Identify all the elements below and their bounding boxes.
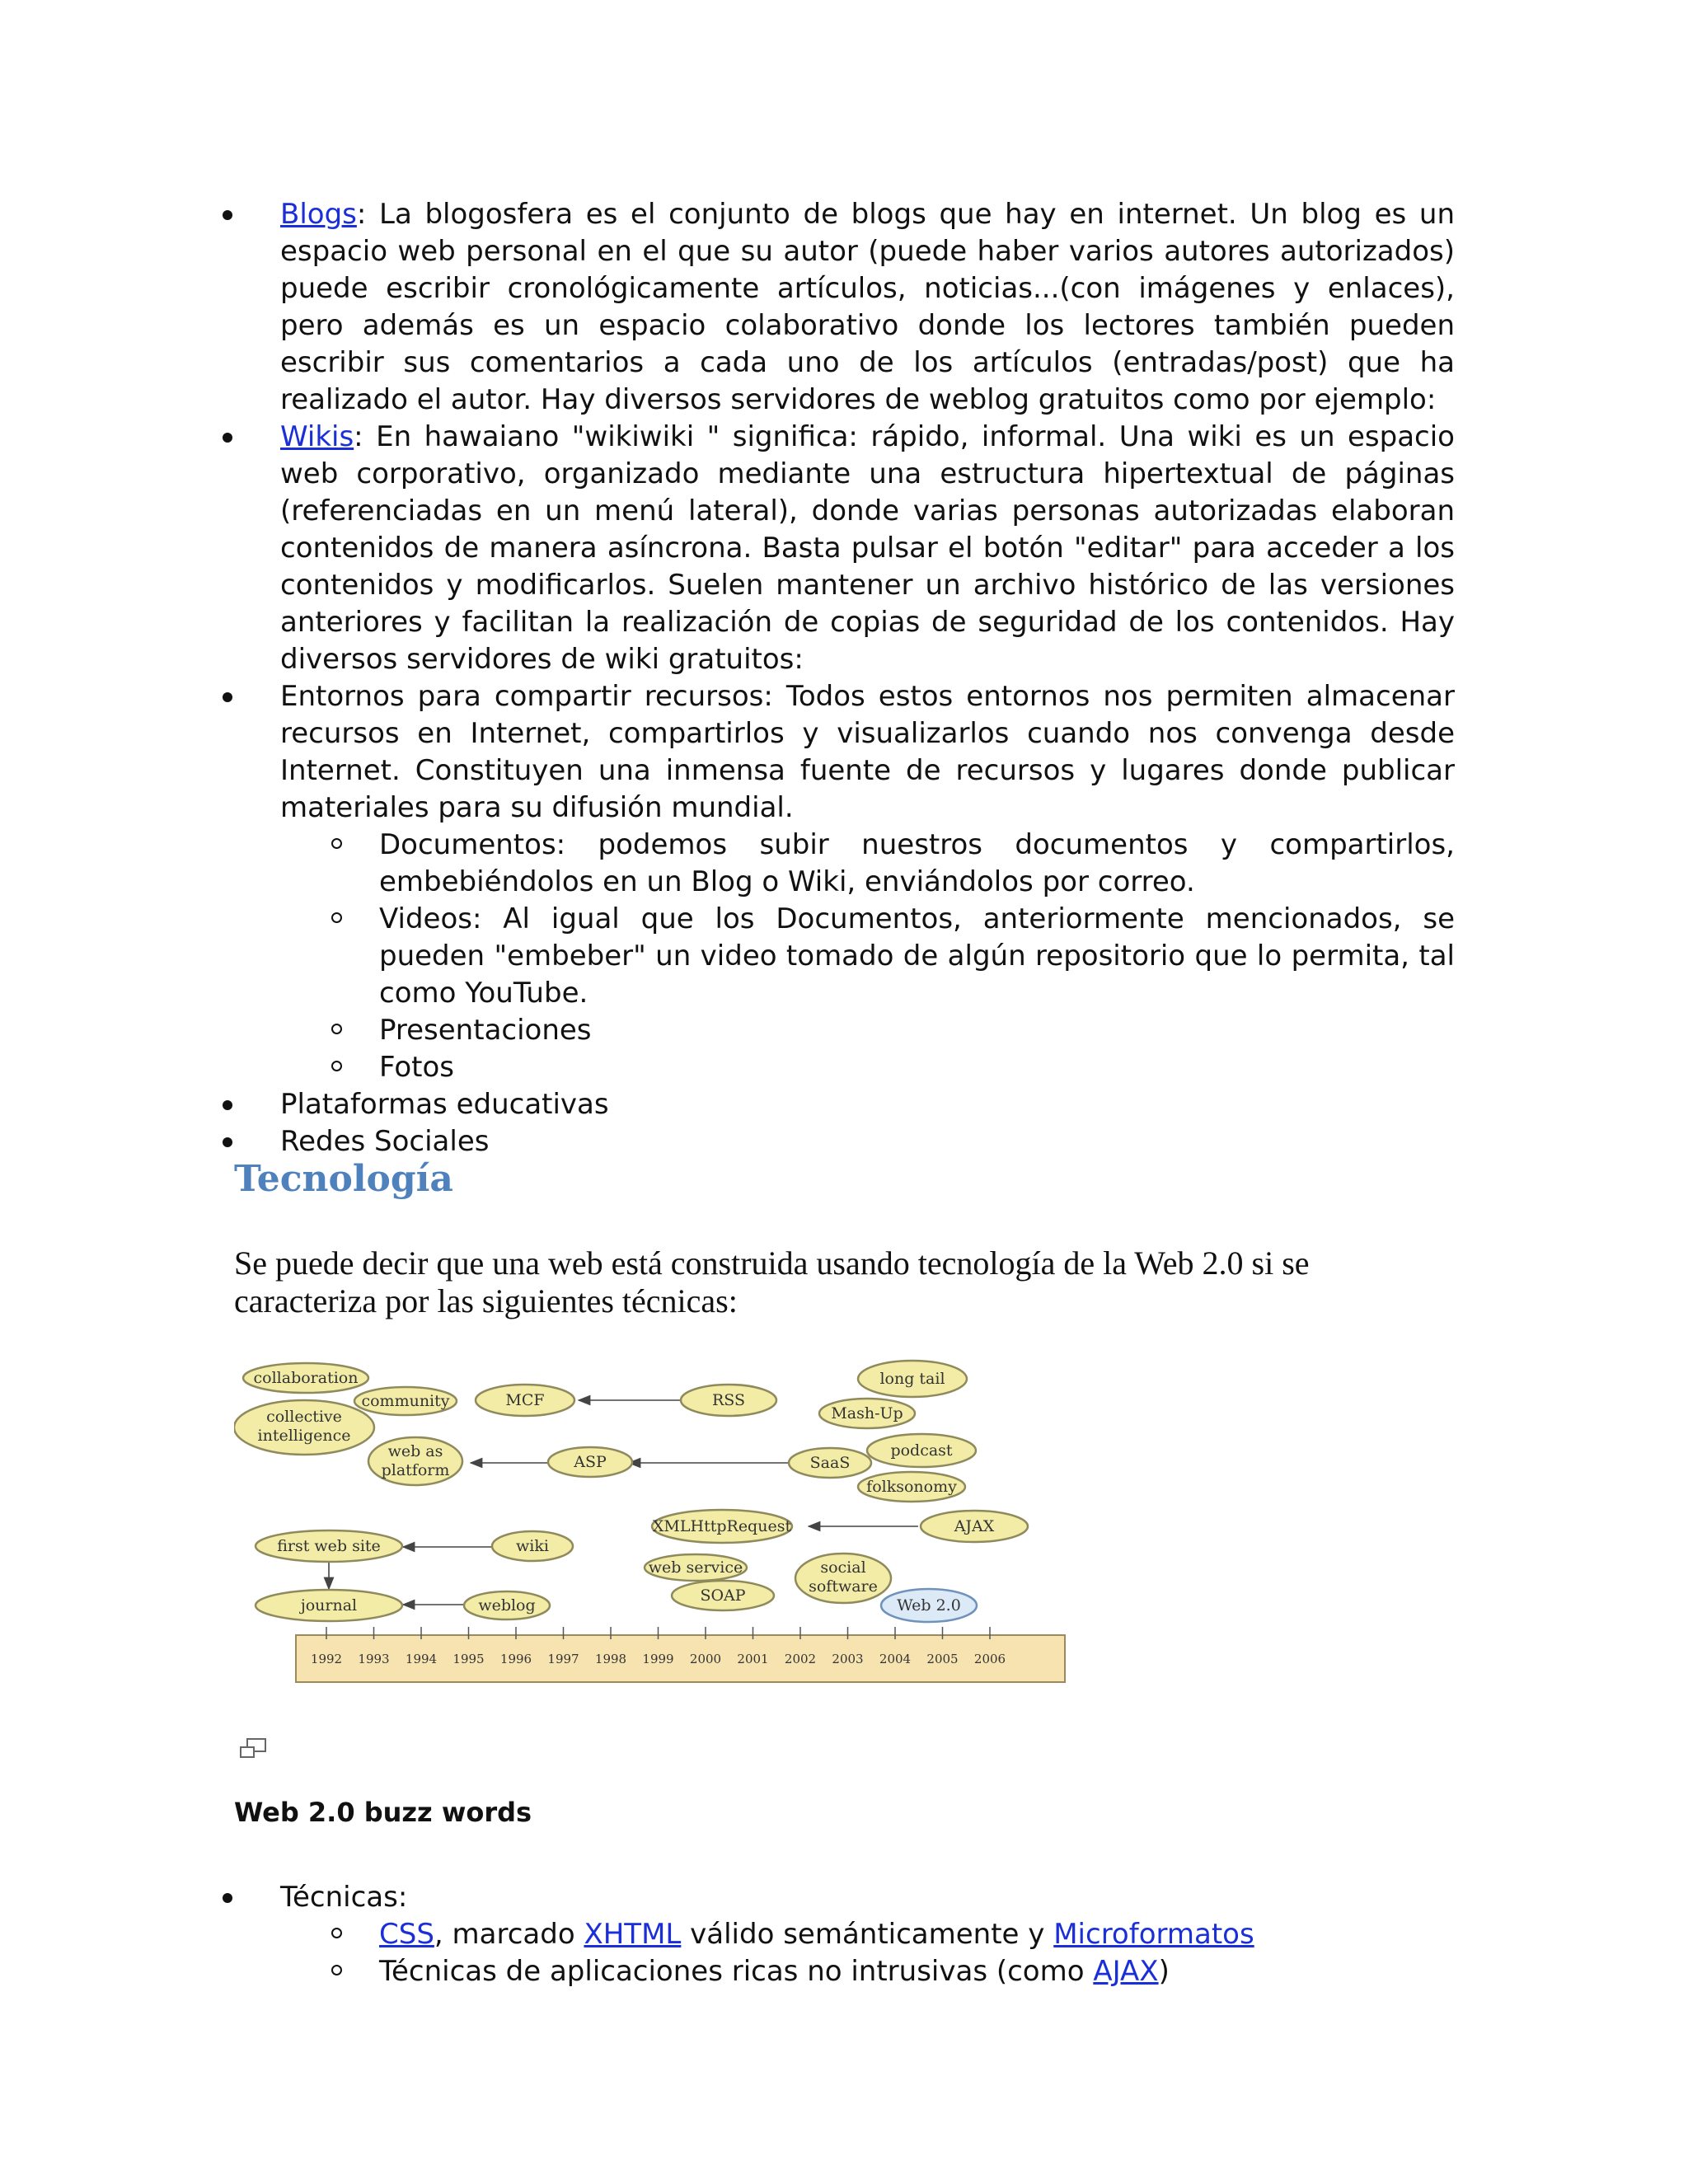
label-web-as: web as [387,1442,443,1460]
timeline-year-label: 1999 [642,1652,674,1666]
resources-bullet-list [280,196,1455,1160]
timeline-year-label: 1996 [499,1652,532,1666]
list-item-tecnicas [280,1879,1455,1990]
timeline-year-label: 2004 [879,1652,912,1666]
timeline-year-label: 2006 [973,1652,1006,1666]
circle-bullet-icon [331,1965,342,1975]
sub-item-fotos [379,1049,1455,1086]
figure-caption: Web 2.0 buzz words [234,1797,532,1828]
entornos-description: Entornos para compartir recursos: Todos estos entornos nos permiten almacenar recursos en Internet, compartirlos y visualizarlos cuando nos convenga desde Internet. Constituyen una inmensa fuente de recursos y lugares donde publicar materiales para su difusión mundial. [280,680,1455,824]
sub-item-css [379,1916,1455,1953]
label-long-tail: long tail [879,1370,945,1388]
timeline-year-label: 1992 [310,1652,343,1666]
bullet-icon [223,1100,232,1110]
label-xmlhttprequest: XMLHttpRequest [652,1517,792,1535]
sub-text: válido semánticamente y [681,1918,1054,1951]
label-saas: SaaS [809,1454,851,1472]
label-rss: RSS [711,1391,746,1409]
circle-bullet-icon [331,838,342,849]
css-link[interactable]: CSS [379,1918,434,1951]
label-intelligence: intelligence [257,1427,351,1445]
embedded-object-icon[interactable] [239,1737,269,1760]
label-ajax: AJAX [954,1517,995,1535]
label-web-service: web service [648,1558,743,1577]
diagram-svg [234,1356,1068,1692]
section-heading: Tecnología [234,1158,453,1200]
sub-text: ) [1158,1955,1170,1988]
list-item-blogs [280,196,1455,419]
label-weblog: weblog [478,1596,536,1615]
sub-item-ajax [379,1953,1455,1990]
sub-text: , marcado [434,1918,584,1951]
wikis-description: : En hawaiano "wikiwiki " significa: rápido, informal. Una wiki es un espacio web corporativo, organizado mediante una estructura hipertextual de páginas (referenciadas en un menú lateral), donde varias personas autorizadas elaboran contenidos de manera asíncrona. Basta pulsar el botón "editar" para acceder a los contenidos y modificarlos. Suelen mantener un archivo histórico de las versiones anteriores y facilitan la realización de copias de seguridad de los contenidos. Hay diversos servidores de wiki gratuitos: [280,420,1455,676]
label-soap: SOAP [700,1586,746,1605]
sub-item-videos [379,901,1455,1012]
sub-item-presentaciones [379,1012,1455,1049]
sub-item-text: Presentaciones [379,1014,592,1047]
timeline-year-label: 2002 [784,1652,817,1666]
label-community: community [361,1392,450,1410]
list-item-wikis [280,419,1455,678]
label-asp: ASP [574,1453,607,1471]
ajax-link[interactable]: AJAX [1093,1955,1159,1988]
sub-item-documentos [379,827,1455,901]
circle-bullet-icon [331,1061,342,1071]
timeline-year-label: 1995 [452,1652,485,1666]
timeline-year-label: 1997 [547,1652,579,1666]
techniques-bullet-list [280,1879,1455,1990]
sub-text: Técnicas de aplicaciones ricas no intrusivas (como [379,1955,1094,1988]
label-podcast: podcast [890,1441,953,1460]
label-journal: journal [300,1596,358,1615]
plataformas-text: Plataformas educativas [280,1088,609,1121]
bullet-icon [223,692,232,702]
timeline-year-label: 1998 [594,1652,627,1666]
bullet-icon [223,210,232,220]
list-item-entornos [280,678,1455,1086]
timeline-year-label: 1994 [405,1652,438,1666]
wikis-link[interactable]: Wikis [280,420,354,453]
timeline-year-label: 2005 [926,1652,959,1666]
label-mashup: Mash-Up [831,1404,903,1422]
label-software: software [809,1577,878,1596]
label-collective: collective [266,1408,342,1426]
bullet-icon [223,433,232,443]
timeline-year-label: 2001 [737,1652,769,1666]
label-first-web-site: first web site [277,1537,381,1555]
list-item-plataformas [280,1086,1455,1123]
blogs-description: : La blogosfera es el conjunto de blogs que hay en internet. Un blog es un espacio web personal en el que su autor (puede haber varios autores autorizados) puede escribir cronológicamente artículos, noticias...(con imágenes y enlaces), pero además es un espacio colaborativo donde los lectores también pueden escribir sus comentarios a cada uno de los artículos (entradas/post) que ha realizado el autor. Hay diversos servidores de weblog gratuitos como por ejemplo: [280,198,1455,416]
bullet-icon [223,1137,232,1147]
section-intro: Se puede decir que una web está construida usando tecnología de la Web 2.0 si se caracteriza por las siguientes técnicas: [234,1244,1310,1319]
circle-bullet-icon [331,1928,342,1938]
web20-buzzwords-diagram [234,1356,1068,1692]
label-web20: Web 2.0 [897,1596,961,1615]
xhtml-link[interactable]: XHTML [584,1918,682,1951]
sub-item-text: Videos: Al igual que los Documentos, anteriormente mencionados, se pueden "embeber" un video tomado de algún repositorio que lo permita, tal como YouTube. [379,902,1455,1010]
redes-text: Redes Sociales [280,1125,490,1158]
entornos-sub-list [280,827,1455,1086]
sub-item-text: Fotos [379,1051,454,1084]
label-social: social [820,1558,866,1577]
circle-bullet-icon [331,1024,342,1034]
blogs-link[interactable]: Blogs [280,198,357,231]
tecnicas-text: Técnicas: [280,1881,408,1914]
timeline-years [311,1652,1006,1666]
label-wiki: wiki [516,1537,549,1555]
list-item-redes [280,1123,1455,1160]
tecnicas-sub-list [280,1916,1455,1990]
bullet-icon [223,1893,232,1903]
timeline-year-label: 2000 [689,1652,722,1666]
label-folksonomy: folksonomy [866,1478,957,1496]
timeline-year-label: 1993 [358,1652,390,1666]
timeline-year-label: 2003 [832,1652,864,1666]
circle-bullet-icon [331,912,342,923]
label-platform: platform [381,1461,450,1479]
microformatos-link[interactable]: Microformatos [1053,1918,1254,1951]
label-collaboration: collaboration [253,1369,359,1387]
label-mcf: MCF [505,1391,545,1409]
sub-item-text: Documentos: podemos subir nuestros documentos y compartirlos, embebiéndolos en un Blog o Wiki, enviándolos por correo. [379,828,1455,898]
